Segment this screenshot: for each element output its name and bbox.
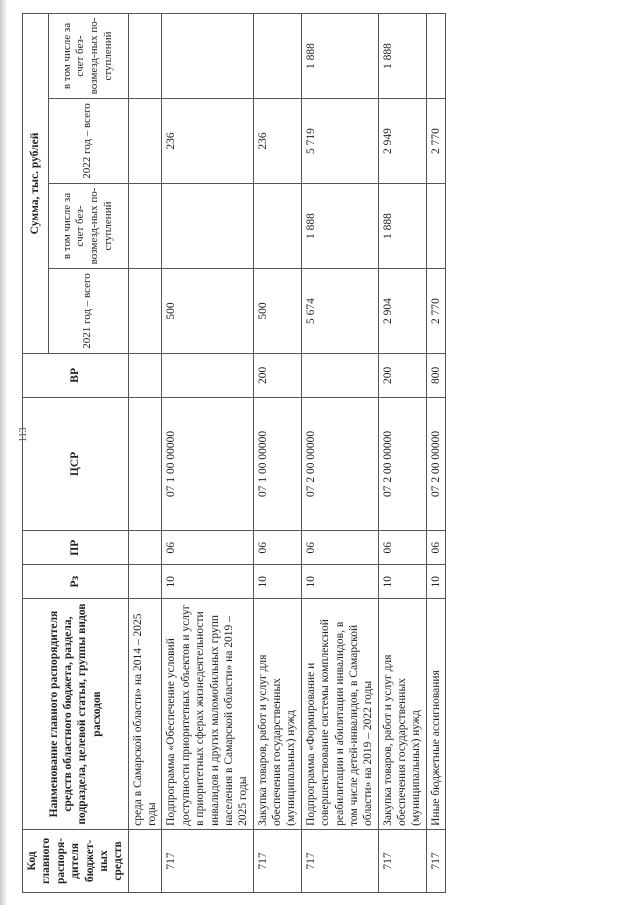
cell-code: 717 [162,829,253,892]
table-row [128,14,162,893]
cell-csr: 07 1 00 00000 [162,397,253,531]
cell-csr: 07 1 00 00000 [253,397,301,531]
cell-name: Закупка товаров, работ и услуг для обеспечения государственных (муниципальных) нужд [253,599,301,830]
table-row [378,14,426,893]
cell-vr: 200 [253,353,301,397]
cell-y2022-free [426,14,445,99]
cell-vr [162,353,253,397]
cell-name: среда в Самарской области» на 2014 – 2025 годы [128,599,162,830]
cell-rz [128,565,162,599]
cell-name: Иные бюджетные ассигнования [426,599,445,830]
header-vr: ВР [23,353,129,397]
cell-pr: 06 [162,531,253,565]
cell-y2021 [128,269,162,354]
header-sum: Сумма, тыс. рублей [23,14,49,354]
cell-y2021-free [426,184,445,269]
scan-edge-shadow [0,0,8,905]
cell-csr: 07 2 00 00000 [378,397,426,531]
cell-vr [301,353,378,397]
cell-vr: 800 [426,353,445,397]
cell-pr: 06 [253,531,301,565]
budget-table [22,13,446,893]
cell-y2022-free [128,14,162,99]
table-row [301,14,378,893]
cell-y2021-free [128,184,162,269]
cell-y2022-free: 1 888 [301,14,378,99]
cell-csr [128,397,162,531]
cell-y2021: 500 [253,269,301,354]
cell-rz: 10 [162,565,253,599]
cell-y2022: 236 [162,99,253,184]
header-csr: ЦСР [23,397,129,531]
cell-csr: 07 2 00 00000 [301,397,378,531]
cell-code: 717 [426,829,445,892]
cell-rz: 10 [253,565,301,599]
cell-y2021: 500 [162,269,253,354]
cell-pr [128,531,162,565]
cell-y2022-free [253,14,301,99]
table-body [128,14,446,893]
header-rz: Рз [23,565,129,599]
cell-rz: 10 [301,565,378,599]
cell-pr: 06 [378,531,426,565]
cell-y2021-free: 1 888 [301,184,378,269]
table-row [426,14,445,893]
cell-y2022 [128,99,162,184]
cell-pr: 06 [426,531,445,565]
cell-rz: 10 [378,565,426,599]
cell-y2021: 2 904 [378,269,426,354]
header-2021-free: в том числе за счет без-возмезд-ных по-ступлений [48,184,128,269]
cell-vr [128,353,162,397]
cell-code: 717 [253,829,301,892]
page-number: 113 [18,427,29,442]
header-2022-total: 2022 год – всего [48,99,128,184]
cell-csr: 07 2 00 00000 [426,397,445,531]
cell-y2022: 2 770 [426,99,445,184]
table-row [162,14,253,893]
cell-rz: 10 [426,565,445,599]
rotated-table-container [22,13,632,893]
cell-y2022: 236 [253,99,301,184]
cell-y2022: 2 949 [378,99,426,184]
cell-y2022-free [162,14,253,99]
cell-y2021-free: 1 888 [378,184,426,269]
cell-y2021-free [253,184,301,269]
cell-vr: 200 [378,353,426,397]
header-code: Код главного распоря-дителя бюджет-ных средств [23,829,129,892]
cell-y2022-free: 1 888 [378,14,426,99]
cell-y2021-free [162,184,253,269]
cell-code: 717 [301,829,378,892]
header-2021-total: 2021 год – всего [48,269,128,354]
header-name: Наименование главного распорядителя средств областного бюджета, раздела, подраздела, целевой статьи, группы видов расходов [23,599,129,830]
cell-code: 717 [378,829,426,892]
cell-name: Подпрограмма «Обеспечение условий доступности приоритетных объектов и услуг в приоритетных сферах жизнедеятельности инвалидов и других маломобильных групп населения в Самарской области» на 2019 – 2025 годы [162,599,253,830]
cell-y2021: 2 770 [426,269,445,354]
table-row [253,14,301,893]
cell-name: Закупка товаров, работ и услуг для обеспечения государственных (муниципальных) нужд [378,599,426,830]
header-2022-free: в том числе за счет без-возмезд-ных по-ступлений [48,14,128,99]
cell-name: Подпрограмма «Формирование и совершенствование системы комплексной реабилитации и абилитации инвалидов, в том числе детей-инвалидов, в Самарской области» на 2019 – 2022 годы [301,599,378,830]
cell-y2021: 5 674 [301,269,378,354]
cell-code [128,829,162,892]
cell-y2022: 5 719 [301,99,378,184]
cell-pr: 06 [301,531,378,565]
header-pr: ПР [23,531,129,565]
